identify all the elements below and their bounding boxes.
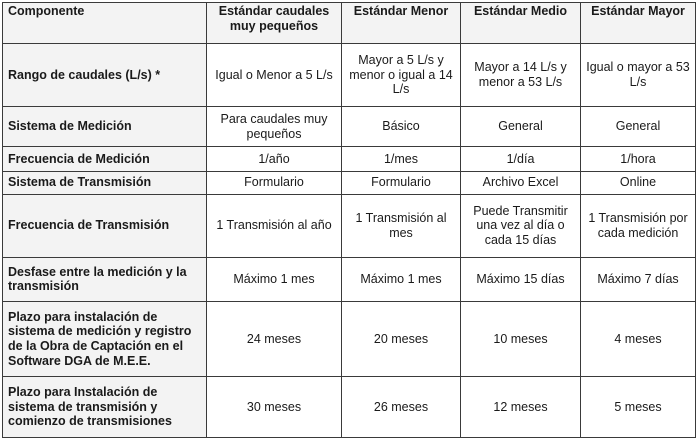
- row-label: Frecuencia de Transmisión: [3, 194, 207, 257]
- table-cell: Archivo Excel: [461, 171, 581, 194]
- table-cell: 10 meses: [461, 302, 581, 377]
- table-cell: 1 Transmisión al año: [207, 194, 342, 257]
- table-cell: Máximo 15 días: [461, 257, 581, 302]
- table-cell: 1/día: [461, 147, 581, 171]
- table-cell: General: [581, 106, 696, 147]
- table-cell: Igual o mayor a 53 L/s: [581, 44, 696, 107]
- table-row: [3, 257, 696, 302]
- table-cell: 26 meses: [342, 377, 461, 438]
- table-cell: 20 meses: [342, 302, 461, 377]
- table-cell: 1 Transmisión al mes: [342, 194, 461, 257]
- row-label: Plazo para Instalación de sistema de transmisión y comienzo de transmisiones: [3, 377, 207, 438]
- table-cell: 12 meses: [461, 377, 581, 438]
- standards-table: [2, 2, 696, 438]
- table-row: [3, 44, 696, 107]
- header-estandar-muy-pequenos: Estándar caudales muy pequeños: [207, 3, 342, 44]
- table-row: [3, 171, 696, 194]
- header-estandar-medio: Estándar Medio: [461, 3, 581, 44]
- table-cell: Online: [581, 171, 696, 194]
- row-label: Desfase entre la medición y la transmisión: [3, 257, 207, 302]
- table-row: [3, 377, 696, 438]
- header-estandar-menor: Estándar Menor: [342, 3, 461, 44]
- table-cell: 1 Transmisión por cada medición: [581, 194, 696, 257]
- header-estandar-mayor: Estándar Mayor: [581, 3, 696, 44]
- table-cell: Formulario: [342, 171, 461, 194]
- table-cell: 4 meses: [581, 302, 696, 377]
- table-row: [3, 302, 696, 377]
- table-cell: Básico: [342, 106, 461, 147]
- row-label: Plazo para instalación de sistema de medición y registro de la Obra de Captación en el Software DGA de M.E.E.: [3, 302, 207, 377]
- row-label: Frecuencia de Medición: [3, 147, 207, 171]
- table-cell: Máximo 1 mes: [207, 257, 342, 302]
- header-row: [3, 3, 696, 44]
- table-cell: 1/mes: [342, 147, 461, 171]
- table-cell: Mayor a 14 L/s y menor a 53 L/s: [461, 44, 581, 107]
- table-cell: Mayor a 5 L/s y menor o igual a 14 L/s: [342, 44, 461, 107]
- header-componente: Componente: [3, 3, 207, 44]
- table-cell: 5 meses: [581, 377, 696, 438]
- table-cell: 30 meses: [207, 377, 342, 438]
- table-cell: Formulario: [207, 171, 342, 194]
- table-row: [3, 106, 696, 147]
- row-label: Sistema de Medición: [3, 106, 207, 147]
- row-label: Rango de caudales (L/s) *: [3, 44, 207, 107]
- table-cell: Igual o Menor a 5 L/s: [207, 44, 342, 107]
- table-cell: 1/año: [207, 147, 342, 171]
- table-cell: General: [461, 106, 581, 147]
- row-label: Sistema de Transmisión: [3, 171, 207, 194]
- table-cell: 1/hora: [581, 147, 696, 171]
- table-cell: 24 meses: [207, 302, 342, 377]
- table-row: [3, 147, 696, 171]
- table-cell: Máximo 7 días: [581, 257, 696, 302]
- table-cell: Para caudales muy pequeños: [207, 106, 342, 147]
- table-cell: Máximo 1 mes: [342, 257, 461, 302]
- table-cell: Puede Transmitir una vez al día o cada 15 días: [461, 194, 581, 257]
- table-row: [3, 194, 696, 257]
